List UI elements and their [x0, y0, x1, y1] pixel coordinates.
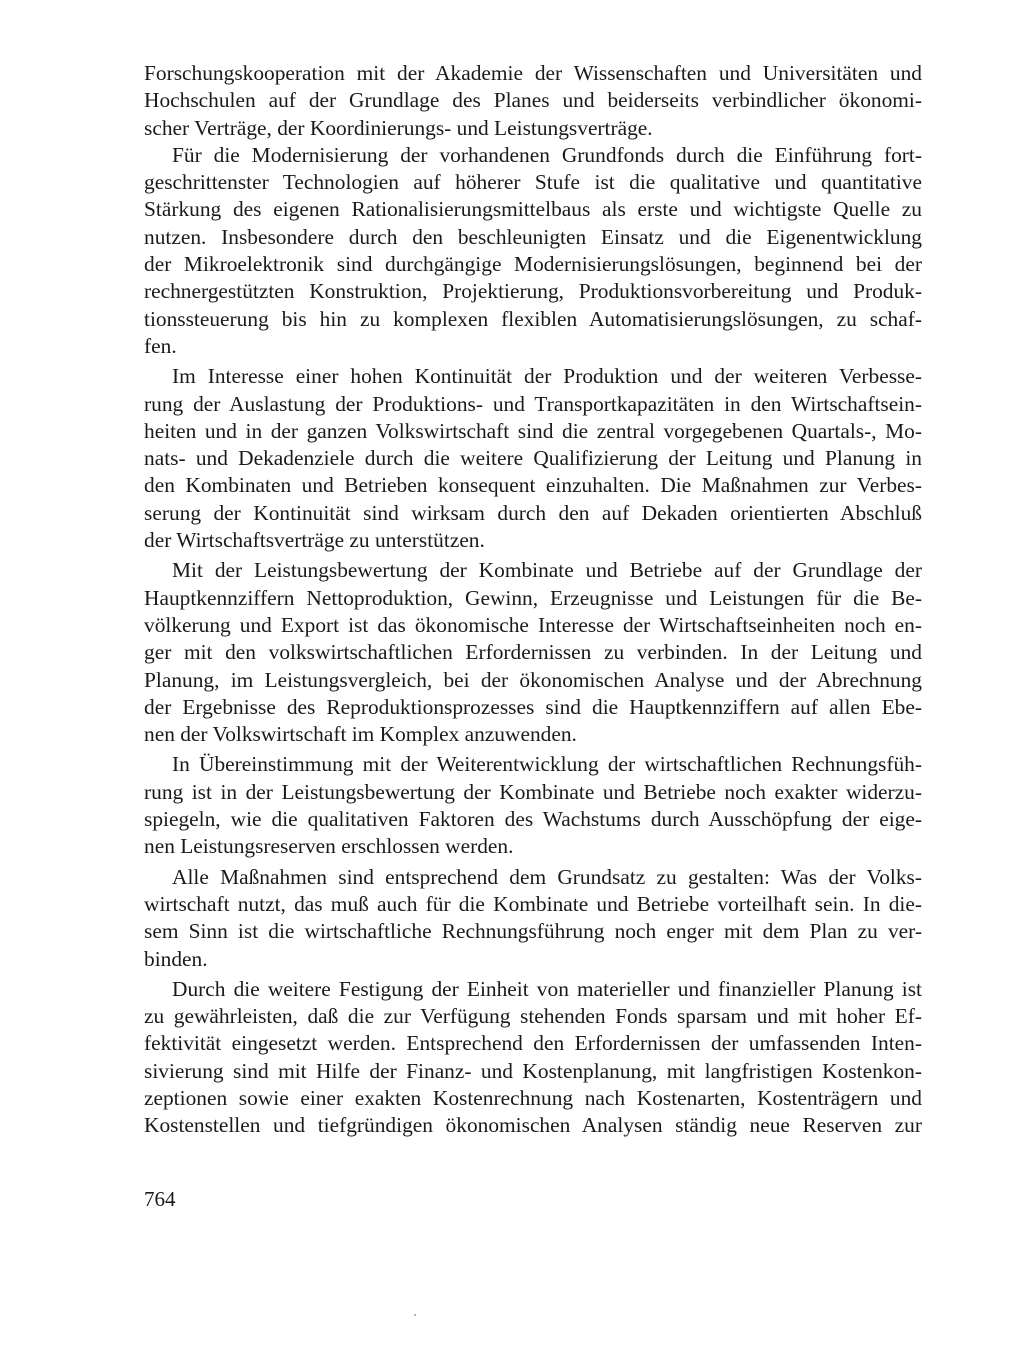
paragraph-5 [144, 751, 922, 860]
paragraph-3 [144, 363, 922, 554]
text-line: zu gewährleisten, daß die zur Verfügung stehenden Fonds sparsam und mit hoher Ef- [144, 1004, 922, 1029]
text-line: ger mit den volkswirtschaftlichen Erfordernissen zu verbinden. In der Leitung und [144, 640, 922, 665]
text-line: Kostenstellen und tiefgründigen ökonomischen Analysen ständig neue Reserven zur [144, 1113, 922, 1138]
text-line: Durch die weitere Festigung der Einheit von materieller und finanzieller Planung ist [172, 976, 922, 1001]
paragraph-2 [144, 142, 922, 360]
text-line: den Kombinaten und Betrieben konsequent einzuhalten. Die Maßnahmen zur Verbes- [144, 473, 922, 498]
paragraph-7 [144, 976, 922, 1140]
text-line: rung ist in der Leistungsbewertung der Kombinate und Betriebe noch exakter widerzu- [144, 779, 922, 804]
text-line: wirtschaft nutzt, das muß auch für die Kombinate und Betriebe vorteilhaft sein. In die- [144, 891, 922, 916]
text-line: nats- und Dekadenziele durch die weitere Qualifizierung der Leitung und Planung in [144, 446, 922, 471]
text-line: Stärkung des eigenen Rationalisierungsmittelbaus als erste und wichtigste Quelle zu [144, 197, 922, 222]
paragraph-1 [144, 60, 922, 142]
paragraph-6 [144, 864, 922, 973]
text-line: nen Leistungsreserven erschlossen werden. [144, 834, 514, 859]
text-line: Planung, im Leistungsvergleich, bei der ökonomischen Analyse und der Abrechnung [144, 667, 922, 692]
scan-speck [414, 1314, 416, 1316]
text-line: Forschungskooperation mit der Akademie der Wissenschaften und Universitäten und [144, 61, 922, 85]
text-line: rechnergestützten Konstruktion, Projektierung, Produktionsvorbereitung und Produk- [144, 279, 922, 304]
text-line: In Übereinstimmung mit der Weiterentwicklung der wirtschaftlichen Rechnungsfüh- [172, 752, 922, 777]
text-line: binden. [144, 946, 208, 971]
text-line: Hochschulen auf der Grundlage des Planes und beiderseits verbindlicher ökonomi- [144, 88, 922, 113]
text-line: rung der Auslastung der Produktions- und Transportkapazitäten in den Wirtschaftsein- [144, 391, 922, 416]
text-line: geschrittenster Technologien auf höherer Stufe ist die qualitative und quantitative [144, 170, 922, 195]
text-line: sivierung sind mit Hilfe der Finanz- und Kostenplanung, mit langfristigen Kostenkon- [144, 1058, 922, 1083]
text-line: nen der Volkswirtschaft im Komplex anzuwenden. [144, 722, 577, 747]
text-line: der Wirtschaftsverträge zu unterstützen. [144, 528, 485, 553]
text-line: der Ergebnisse des Reproduktionsprozesses sind die Hauptkennziffern auf allen Ebe- [144, 694, 922, 719]
text-line: nutzen. Insbesondere durch den beschleunigten Einsatz und die Eigenentwicklung [144, 224, 922, 249]
text-line: der Mikroelektronik sind durchgängige Modernisierungslösungen, beginnend bei der [144, 252, 922, 277]
text-line: fen. [144, 333, 177, 358]
text-line: zeptionen sowie einer exakten Kostenrechnung nach Kostenarten, Kostenträgern und [144, 1085, 922, 1110]
text-line: serung der Kontinuität sind wirksam durch den auf Dekaden orientierten Abschluß [144, 500, 922, 525]
page-number: 764 [144, 1187, 176, 1211]
text-line: spiegeln, wie die qualitativen Faktoren des Wachstums durch Ausschöpfung der eige- [144, 807, 922, 832]
text-line: heiten und in der ganzen Volkswirtschaft sind die zentral vorgegebenen Quartals-, Mo- [144, 418, 922, 443]
text-line: Alle Maßnahmen sind entsprechend dem Grundsatz zu gestalten: Was der Volks- [172, 864, 922, 889]
page-body [144, 60, 922, 1140]
text-line: fektivität eingesetzt werden. Entsprechend den Erfordernissen der umfassenden Inten- [144, 1031, 922, 1056]
text-line: Mit der Leistungsbewertung der Kombinate und Betriebe auf der Grundlage der [172, 558, 922, 583]
text-line: sem Sinn ist die wirtschaftliche Rechnungsführung noch enger mit dem Plan zu ver- [144, 919, 922, 944]
text-line: scher Verträge, der Koordinierungs- und Leistungsverträge. [144, 115, 653, 140]
text-line: Im Interesse einer hohen Kontinuität der Produktion und der weiteren Verbesse- [172, 364, 922, 389]
paragraph-4 [144, 557, 922, 748]
text-line: tionssteuerung bis hin zu komplexen flexiblen Automatisierungslösungen, zu schaf- [144, 306, 922, 331]
text-line: Für die Modernisierung der vorhandenen Grundfonds durch die Einführung fort- [172, 142, 922, 167]
text-line: völkerung und Export ist das ökonomische Interesse der Wirtschaftseinheiten noch en- [144, 612, 922, 637]
text-line: Hauptkennziffern Nettoproduktion, Gewinn, Erzeugnisse und Leistungen für die Be- [144, 585, 922, 610]
